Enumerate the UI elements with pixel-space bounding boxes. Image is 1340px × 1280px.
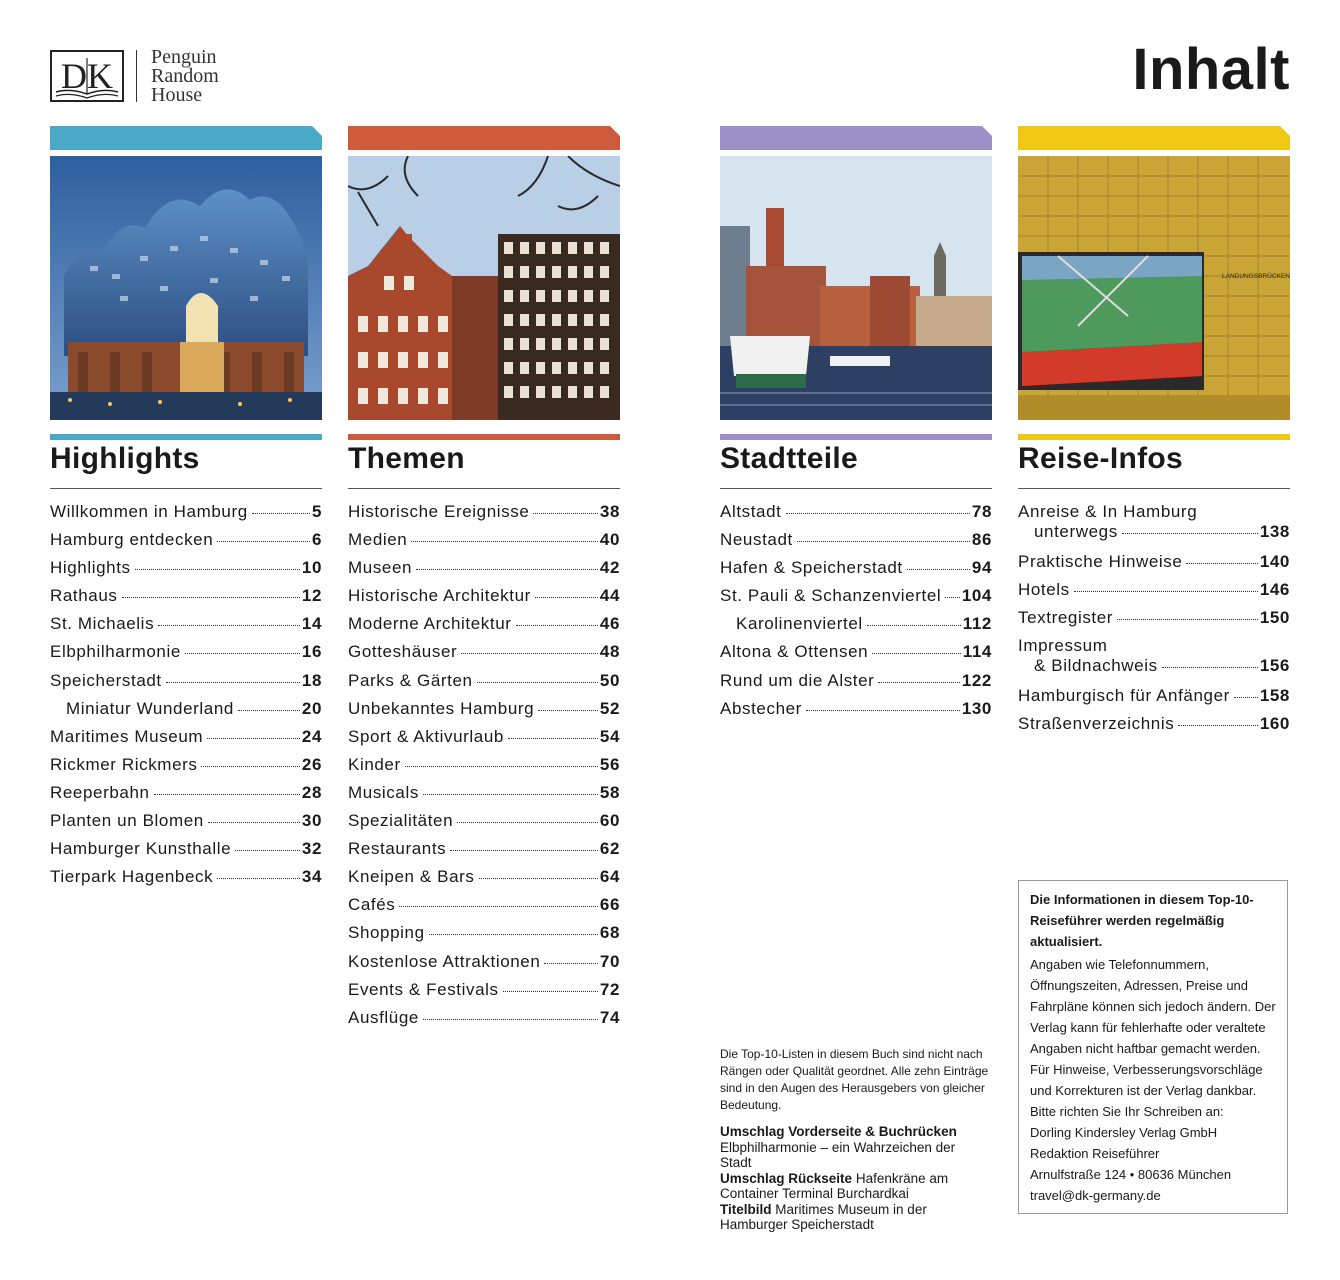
toc-page-number: 32 [301, 839, 322, 859]
toc-page-number: 24 [301, 726, 322, 746]
toc-entry[interactable] [348, 642, 620, 670]
toc-entry[interactable] [720, 699, 992, 727]
section-reise-infos [1018, 126, 1290, 734]
toc-page-number: 104 [961, 586, 992, 606]
toc-leader [217, 541, 310, 542]
toc-page-number: 138 [1259, 522, 1290, 541]
toc-page-number: 14 [301, 614, 322, 634]
toc-entry[interactable] [50, 839, 322, 867]
publisher-name-line: Penguin [151, 45, 217, 68]
publisher-logo [50, 45, 219, 106]
section-highlights [50, 126, 322, 887]
toc-leader [135, 569, 300, 570]
info-box-title: Die Informationen in diesem Top-10-Reiseführer werden regelmäßig aktualisiert. [1030, 892, 1254, 949]
toc-leader [185, 653, 300, 654]
dk-book-icon [50, 50, 124, 102]
publisher-name-line: House [151, 83, 203, 106]
toc-entry-title: Musicals [348, 782, 419, 802]
toc-entry-title: Hamburg entdecken [50, 530, 214, 550]
logo-divider [136, 50, 137, 102]
toc-entry[interactable] [1018, 714, 1290, 742]
toc-entry[interactable] [50, 671, 322, 699]
section-title: Stadtteile [720, 442, 859, 475]
toc-leader [217, 878, 300, 879]
toc-entry-title: Anreise & In Hamburg [1018, 502, 1198, 521]
credit-text: Hafenkräne am Container Terminal Burchardkai [720, 1170, 949, 1201]
toc-page-number: 62 [599, 839, 620, 859]
section-title: Reise-Infos [1018, 442, 1184, 475]
toc-entry-title: Historische Ereignisse [348, 502, 530, 521]
photo-hafen [720, 156, 992, 420]
toc-leader [1178, 725, 1258, 726]
toc-entry[interactable] [348, 895, 620, 923]
toc-leader [457, 822, 598, 823]
section-themen [348, 126, 620, 1027]
section-title: Themen [348, 442, 465, 475]
toc-entry[interactable] [50, 642, 322, 670]
toc-leader [907, 569, 970, 570]
toc-entry-title: Unbekanntes Hamburg [348, 698, 535, 718]
toc-entry[interactable] [720, 671, 992, 699]
toc-entry[interactable] [1018, 608, 1290, 636]
toc-entry-title: Miniatur Wunderland [66, 698, 234, 718]
toc-leader [806, 710, 960, 711]
toc-page-number: 112 [962, 614, 992, 634]
toc-page-number: 16 [301, 642, 322, 662]
ranking-note-text: Die Top-10-Listen in diesem Buch sind nicht nach Rängen oder Qualität geordnet. Alle zehn Einträge sind in den Augen des Herausgebers von gleicher Bedeutung. [720, 1047, 989, 1112]
toc-leader [945, 597, 960, 598]
toc-entry-title: Shopping [348, 923, 425, 943]
toc-leader [235, 850, 300, 851]
toc-entry[interactable] [348, 502, 620, 530]
toc-entry[interactable] [50, 811, 322, 839]
toc-entry-title: Spezialitäten [348, 811, 454, 831]
ranking-note [720, 1046, 990, 1233]
toc-entry-title: Textregister [1018, 608, 1114, 628]
toc-entry[interactable] [1018, 502, 1290, 552]
toc-page-number: 122 [961, 670, 992, 690]
toc-leader [479, 878, 598, 879]
toc-leader [1122, 533, 1258, 534]
toc-entry[interactable] [348, 614, 620, 642]
toc-entry-title: Historische Architektur [348, 586, 531, 606]
toc-leader [1117, 619, 1258, 620]
toc-page-number: 60 [599, 811, 620, 831]
toc-entry-title: Maritimes Museum [50, 726, 204, 746]
toc-leader [503, 991, 598, 992]
section-rule [720, 434, 992, 440]
toc-page-number: 10 [301, 558, 322, 578]
credit-label: Titelbild [720, 1201, 772, 1217]
toc-leader [535, 597, 598, 598]
toc-entry-title: Ausflüge [348, 1007, 419, 1027]
credit-label: Umschlag Vorderseite & Buchrücken [720, 1124, 957, 1139]
toc-page-number: 146 [1259, 580, 1290, 600]
toc-leader [872, 653, 961, 654]
section-tab [720, 126, 992, 150]
section-divider [720, 488, 992, 489]
toc-entry[interactable] [348, 923, 620, 951]
toc-leader [158, 625, 300, 626]
toc-page-number: 38 [599, 502, 620, 521]
toc-page-number: 12 [301, 586, 322, 606]
toc-entry-title: Hotels [1018, 580, 1070, 600]
toc-leader [399, 906, 597, 907]
toc-page-number: 158 [1259, 686, 1290, 706]
credit-text: Elbphilharmonie – ein Wahrzeichen der Stadt [720, 1139, 956, 1170]
section-rule [348, 434, 620, 440]
toc-entry[interactable] [720, 558, 992, 586]
toc-entry-title: Medien [348, 530, 408, 550]
toc-leader [450, 850, 598, 851]
toc-leader [544, 963, 597, 964]
section-tab [1018, 126, 1290, 150]
section-divider [348, 488, 620, 489]
toc-leader [1186, 563, 1257, 564]
toc-entry-title: Highlights [50, 558, 131, 578]
toc-entry-title: Karolinenviertel [736, 614, 863, 634]
toc-entry-title: Kostenlose Attraktionen [348, 951, 541, 971]
toc-entry-title: Events & Festivals [348, 979, 499, 999]
toc-entry-title: Rathaus [50, 586, 118, 606]
toc-entry-title: Moderne Architektur [348, 614, 512, 634]
toc-entry[interactable] [348, 699, 620, 727]
toc-page-number: 5 [311, 502, 322, 521]
section-divider [1018, 488, 1290, 489]
toc-page-number: 150 [1259, 608, 1290, 628]
photo-landungsbruecken [1018, 156, 1290, 420]
toc-page-number: 78 [971, 502, 992, 521]
toc-page-number: 114 [962, 642, 992, 662]
station-sign-text: LANDUNGSBRÜCKEN [1222, 273, 1290, 280]
toc-entry-title: St. Pauli & Schanzenviertel [720, 586, 942, 606]
toc-page-number: 20 [301, 698, 322, 718]
toc-page-number: 42 [599, 558, 620, 578]
toc-leader [1074, 591, 1258, 592]
toc-entry-title: Altona & Ottensen [720, 642, 869, 662]
publisher-name-line: Random [151, 64, 219, 87]
toc-entry-title: St. Michaelis [50, 614, 155, 634]
toc-leader [1234, 697, 1258, 698]
section-title: Highlights [50, 442, 200, 475]
toc-leader [416, 569, 598, 570]
toc-entry-title: Praktische Hinweise [1018, 552, 1183, 571]
toc-page-number: 40 [599, 530, 620, 550]
info-box-body: Angaben wie Telefonnummern, Öffnungszeiten, Adressen, Preise und Fahrpläne können sich jedoch ändern. Der Verlag kann für fehlerhafte oder veraltete Angaben nicht haftbar gemacht werden. Für Hinweise, Verbesserungsvorschläge und Korrekturen ist der Verlag dankbar. Bitte richten Sie Ihr Schreiben an: [1030, 957, 1276, 1119]
toc-entry[interactable] [348, 811, 620, 839]
toc-entry[interactable] [348, 952, 620, 980]
toc-entry[interactable] [720, 530, 992, 558]
toc-page-number: 50 [599, 670, 620, 690]
toc-entry[interactable] [348, 558, 620, 586]
toc-leader [166, 682, 300, 683]
toc-entry-title: Hamburger Kunsthalle [50, 839, 232, 859]
toc-page-number: 130 [961, 698, 992, 718]
toc-entry-title: Reeperbahn [50, 782, 150, 802]
toc-leader [477, 682, 598, 683]
credit-text: Maritimes Museum in der Hamburger Speicherstadt [720, 1201, 927, 1232]
toc-page-number: 64 [599, 867, 620, 887]
toc-page-number: 72 [599, 979, 620, 999]
toc-entry[interactable] [50, 502, 322, 530]
toc-entry-title-cont: unterwegs [1034, 522, 1118, 541]
toc-leader [878, 682, 959, 683]
toc-entry-title: Straßenverzeichnis [1018, 714, 1175, 734]
toc-entry-title: Parks & Gärten [348, 670, 473, 690]
toc-page-number: 156 [1259, 656, 1290, 676]
toc-page-number: 56 [599, 754, 620, 774]
toc-list-stadtteile [720, 502, 992, 727]
toc-entry-title: Impressum [1018, 636, 1108, 656]
toc-page-number: 58 [599, 782, 620, 802]
toc-page-number: 160 [1259, 714, 1290, 734]
logo-mark: DK [61, 56, 113, 96]
toc-entry[interactable] [720, 586, 992, 614]
publisher-name [151, 45, 219, 106]
toc-entry[interactable] [348, 671, 620, 699]
toc-entry[interactable] [720, 642, 992, 670]
toc-entry-title: Neustadt [720, 530, 793, 550]
toc-page-number: 54 [599, 726, 620, 746]
toc-entry[interactable] [50, 586, 322, 614]
toc-leader [411, 541, 598, 542]
toc-entry-title: Speicherstadt [50, 670, 162, 690]
toc-entry-title: Altstadt [720, 502, 782, 521]
toc-leader [423, 794, 598, 795]
toc-entry-title: Willkommen in Hamburg [50, 502, 248, 521]
toc-entry-title: Tierpark Hagenbeck [50, 867, 214, 887]
toc-entry[interactable] [1018, 686, 1290, 714]
info-box [1018, 880, 1288, 1214]
toc-leader [538, 710, 598, 711]
toc-page-number: 26 [301, 754, 322, 774]
toc-page-number: 86 [971, 530, 992, 550]
toc-page-number: 74 [599, 1007, 620, 1027]
toc-page-number: 46 [599, 614, 620, 634]
section-tab [50, 126, 322, 150]
toc-leader [122, 597, 300, 598]
toc-entry[interactable] [50, 755, 322, 783]
toc-entry[interactable] [50, 558, 322, 586]
toc-page-number: 70 [599, 951, 620, 971]
toc-entry-title: Restaurants [348, 839, 447, 859]
toc-entry[interactable] [348, 1008, 620, 1036]
toc-page-number: 94 [971, 558, 992, 578]
toc-entry-title: Rickmer Rickmers [50, 754, 198, 774]
toc-entry-title: Planten un Blomen [50, 811, 204, 831]
toc-leader [201, 766, 299, 767]
toc-list-reise-infos [1018, 502, 1290, 742]
toc-page-number: 52 [599, 698, 620, 718]
toc-entry-title: Rund um die Alster [720, 670, 875, 690]
toc-entry[interactable] [1018, 552, 1290, 580]
toc-entry[interactable] [50, 614, 322, 642]
toc-leader [405, 766, 598, 767]
address-line: Dorling Kindersley Verlag GmbH [1030, 1125, 1218, 1140]
toc-entry[interactable] [348, 586, 620, 614]
toc-leader [797, 541, 970, 542]
toc-page-number: 34 [301, 867, 322, 887]
toc-leader [508, 738, 598, 739]
toc-entry-title-cont: & Bildnachweis [1034, 656, 1158, 676]
toc-entry[interactable] [348, 839, 620, 867]
toc-entry[interactable] [720, 614, 992, 642]
credit-label: Umschlag Rückseite [720, 1170, 853, 1186]
toc-leader [207, 738, 300, 739]
toc-entry[interactable] [348, 980, 620, 1008]
toc-page-number: 28 [301, 782, 322, 802]
address-line: Redaktion Reiseführer [1030, 1146, 1160, 1161]
toc-entry[interactable] [348, 530, 620, 558]
toc-entry-title: Sport & Aktivurlaub [348, 726, 504, 746]
page-title: Inhalt [1132, 37, 1290, 102]
toc-entry[interactable] [50, 699, 322, 727]
email-link[interactable]: travel@dk-germany.de [1030, 1188, 1161, 1203]
toc-leader [786, 513, 970, 514]
toc-leader [154, 794, 300, 795]
toc-leader [461, 653, 598, 654]
toc-entry[interactable] [348, 755, 620, 783]
toc-entry-title: Gotteshäuser [348, 642, 458, 662]
toc-leader [238, 710, 300, 711]
toc-list-highlights [50, 502, 322, 895]
toc-entry[interactable] [50, 530, 322, 558]
toc-entry[interactable] [50, 783, 322, 811]
photo-elbphilharmonie [50, 156, 322, 420]
toc-entry[interactable] [348, 727, 620, 755]
toc-entry[interactable] [1018, 636, 1290, 686]
toc-page-number: 68 [599, 923, 620, 943]
toc-entry-title: Kinder [348, 754, 401, 774]
cover-credits [720, 1124, 990, 1233]
toc-entry-title: Hafen & Speicherstadt [720, 558, 903, 578]
toc-entry[interactable] [348, 783, 620, 811]
toc-page-number: 140 [1259, 552, 1290, 571]
toc-leader [208, 822, 300, 823]
toc-entry-title: Museen [348, 558, 413, 578]
address-line: Arnulfstraße 124 • 80636 München [1030, 1167, 1232, 1182]
toc-list-themen [348, 502, 620, 1036]
toc-leader [429, 934, 598, 935]
toc-leader [533, 513, 598, 514]
toc-page-number: 48 [599, 642, 620, 662]
toc-entry[interactable] [720, 502, 992, 530]
toc-leader [516, 625, 598, 626]
photo-historische-architektur [348, 156, 620, 420]
toc-leader [423, 1019, 598, 1020]
toc-entry-title: Abstecher [720, 698, 802, 718]
toc-page-number: 6 [311, 530, 322, 550]
toc-entry[interactable] [1018, 580, 1290, 608]
toc-entry[interactable] [348, 867, 620, 895]
section-divider [50, 488, 322, 489]
toc-page-number: 18 [301, 670, 322, 690]
toc-page-number: 30 [301, 811, 322, 831]
toc-entry-title: Elbphilharmonie [50, 642, 181, 662]
toc-entry-title: Kneipen & Bars [348, 867, 475, 887]
toc-page-number: 44 [599, 586, 620, 606]
toc-entry-title: Hamburgisch für Anfänger [1018, 686, 1230, 706]
toc-entry[interactable] [50, 867, 322, 895]
toc-page-number: 66 [599, 895, 620, 915]
toc-leader [252, 513, 310, 514]
section-rule [50, 434, 322, 440]
toc-entry[interactable] [50, 727, 322, 755]
section-stadtteile [720, 126, 992, 718]
section-rule [1018, 434, 1290, 440]
toc-leader [867, 625, 961, 626]
section-tab [348, 126, 620, 150]
toc-entry-title: Cafés [348, 895, 396, 915]
toc-leader [1162, 667, 1258, 668]
